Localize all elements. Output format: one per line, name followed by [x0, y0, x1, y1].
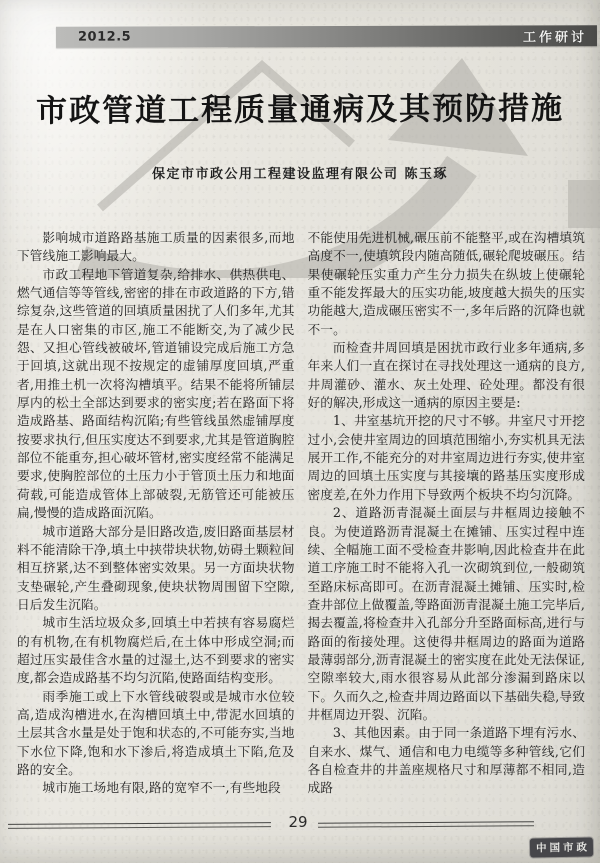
- paragraph-continuation: 不能使用先进机械,碾压前不能整平,或在沟槽填筑高度不一,使填筑段内随高随低,碾轮爬坡碾压。结果使碾轮压实重力产生分力损失在纵坡上使碾轮重不能发挥最大的压实功能,坡度越大损失的压实功能越大,造成碾压密实不一,多年后路的沉降也就不一。: [307, 230, 585, 337]
- footer-rule-left: [8, 822, 271, 829]
- paragraph: 3、其他因素。由于同一条道路下埋有污水、自来水、煤气、通信和电力电缆等多种管线,它们各自检查井的井盖座规格尺寸和厚薄都不相同,造成路: [307, 725, 585, 796]
- article-body: [17, 229, 585, 818]
- paragraph: 2、道路沥青混凝土面层与井框周边接触不良。为使道路沥青混凝土在摊铺、压实过程中连续、全幅施工面不受检查井影响,因此检查井在此道工序施工时不能将入孔一次砌筑到位,一般砌筑至路床标高即可。在沥青混凝土摊铺、压实时,检查井部位上做覆盖,等路面沥青混凝土施工完毕后,揭去覆盖,将检查井入孔部分升至路面标高,进行与路面的衔接处理。这使得井框周边的路面为道路最薄弱部分,沥青混凝土的密实度在此处无法保证,空隙率较大,雨水很容易从此部分渗漏到路床以下。久而久之,检查井周边路面以下基础失稳,导致井框周边开裂、沉陷。: [307, 505, 585, 722]
- article-byline: 保定市市政公用工程建设监理有限公司 陈玉琢: [151, 167, 449, 182]
- section-label: 工作研讨: [522, 30, 588, 46]
- paragraph: 影响城市道路路基施工质量的因素很多,而地下管线施工影响最大。: [17, 230, 295, 264]
- article-title: 市政管道工程质量通病及其预防措施: [35, 90, 565, 130]
- page-number: 29: [288, 813, 308, 831]
- paragraph: 1、井室基坑开挖的尺寸不够。井室尺寸开挖过小,会使井室周边的回填范围缩小,夯实机具无法展开工作,不能充分的对井室周边进行夯实,使井室周边的回填土压实度与其接壤的路基压实度形成密度差,在外力作用下导致两个板块不均匀沉降。: [307, 413, 585, 502]
- paragraph: 城市生活垃圾众多,回填土中若挟有容易腐烂的有机物,在有机物腐烂后,在土体中形成空洞;而超过压实最佳含水量的过湿土,达不到要求的密实度,都会造成路基不均匀沉陷,使路面结构变形。: [17, 615, 295, 686]
- paragraph: 城市施工场地有限,路的宽窄不一,有些地段: [42, 780, 281, 796]
- left-column: [17, 229, 295, 818]
- paragraph: 而检查井周回填是困扰市政行业多年通病,多年来人们一直在探讨在寻找处理这一通病的良方,井周灌砂、灌水、灰土处理、砼处理。都没有很好的解决,形成这一通病的原因主要是:: [307, 340, 585, 411]
- paragraph: 城市道路大部分是旧路改造,废旧路面基层材料不能清除干净,填土中挟带块状物,妨碍土颗粒间相互挤紧,达不到整体密实效果。另一方面块状物支垫碾轮,产生叠砌现象,使块状物周围留下空隙,日后发生沉陷。: [17, 523, 295, 612]
- footer-rule-right: [318, 821, 534, 828]
- right-column: [308, 229, 586, 818]
- issue-label: 2012.5: [77, 29, 132, 45]
- paragraph: 雨季施工或上下水管线破裂或是城市水位较高,造成沟槽进水,在沟槽回填土中,带泥水回填的土层其含水量是处于饱和状态的,不可能夯实,当地下水位下降,饱和水下渗后,将造成填土下陷,危及路的安全。: [17, 688, 295, 777]
- page-header-bar: [56, 25, 597, 47]
- paragraph: 市政工程地下管道复杂,给排水、供热供电、燃气通信等等管线,密密的排在市政道路的下方,错综复杂,这些管道的回填质量困扰了人们多年,尤其是在人口密集的市区,施工不能断交,为了减少民怨、又担心管线被破坏,管道铺设完成后施工方急于回填,这就出现不按规定的虚铺厚度回填,严重者,用推土机一次将沟槽填平。结果不能将所铺层厚内的松土全部达到要求的密实度;若在路面下将造成路基、路面结构沉陷;有些管线虽然虚铺厚度按要求执行,但压实度达不到要求,尤其是管道胸腔部位不能重夯,担心破坏管材,密实度经常不能满足要求,使胸腔部位的土压力小于管顶土压力和地面荷载,可能造成管体上部破裂,无筋管还可能被压扁,慢慢的造成路面沉陷。: [17, 266, 295, 521]
- journal-logo: 中国市政: [530, 837, 593, 857]
